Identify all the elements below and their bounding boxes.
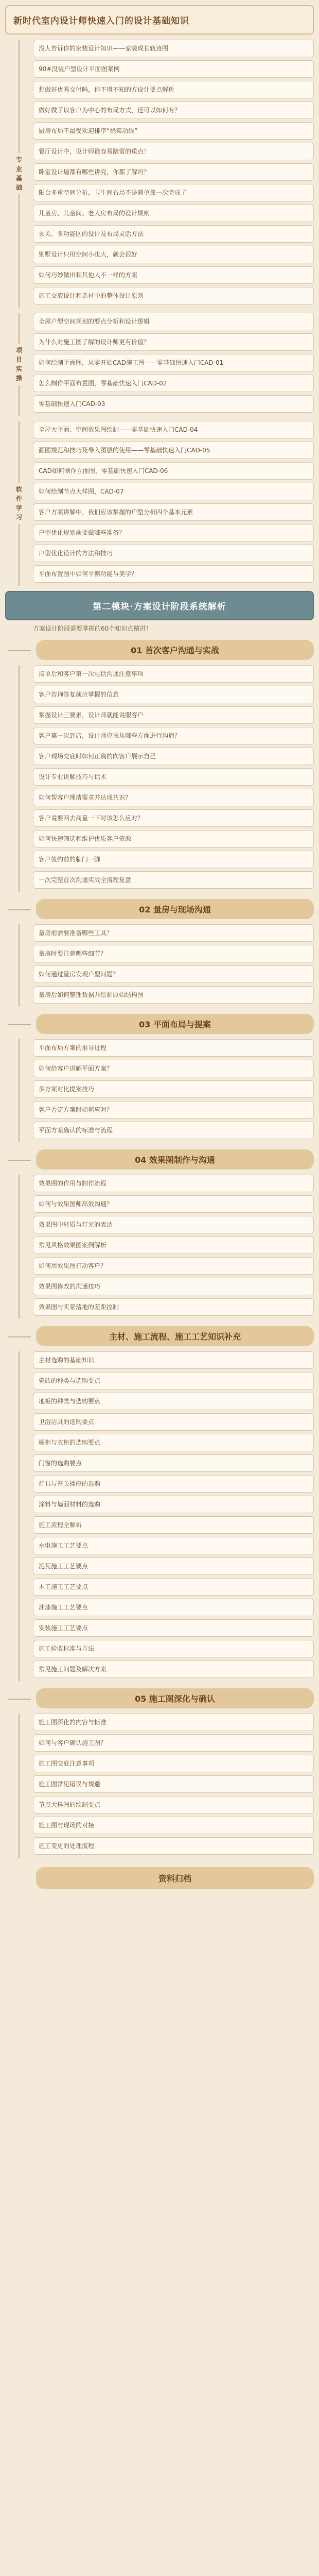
list-item[interactable]: 为什么对施工图了解的设计师更有价值？ bbox=[33, 333, 314, 351]
list-item[interactable]: 餐厅设计中，设计师最容易踏雷的重点！ bbox=[33, 143, 314, 160]
list-item[interactable]: 门窗的选购要点 bbox=[33, 1454, 314, 1472]
list-item[interactable]: 木工施工工艺要点 bbox=[33, 1578, 314, 1596]
list-item[interactable]: 效果图中材质与灯光的表达 bbox=[33, 1216, 314, 1233]
module1-title: 新时代室内设计师快速入门的设计基础知识 bbox=[5, 5, 314, 35]
section-content bbox=[33, 1175, 314, 1319]
list-item[interactable]: 户型优化设计的方法和技巧 bbox=[33, 545, 314, 562]
list-item[interactable]: 施工图深化的内容与标准 bbox=[33, 1714, 314, 1731]
list-item[interactable]: 客户现场交底时如何正确的向客户展示自己 bbox=[33, 748, 314, 765]
list-item[interactable]: 客户签约前的临门一脚 bbox=[33, 851, 314, 868]
list-item[interactable]: 全屋户型空间规划的要点分析和设计逻辑 bbox=[33, 313, 314, 330]
list-item[interactable]: 没人告诉你的家装设计知识——家装成长轨迹图 bbox=[33, 40, 314, 57]
list-item[interactable]: 效果图与实景落地的差距控制 bbox=[33, 1298, 314, 1316]
section-content bbox=[33, 1351, 314, 1681]
subsection-header: 03 平面布局与提案 bbox=[36, 1014, 314, 1034]
list-item[interactable]: 主材选购的基础知识 bbox=[33, 1351, 314, 1369]
module1-section-3 bbox=[5, 421, 314, 586]
module4-section bbox=[5, 1714, 314, 1858]
list-item[interactable]: 施工验收标准与方法 bbox=[33, 1640, 314, 1657]
list-item[interactable]: 施工图交底注意事项 bbox=[33, 1755, 314, 1772]
subsection-header: 01 首次客户沟通与实战 bbox=[36, 640, 314, 660]
list-item[interactable]: 水电施工工艺要点 bbox=[33, 1537, 314, 1554]
list-item[interactable]: 如何用效果图打动客户？ bbox=[33, 1257, 314, 1275]
footer-title: 资料归档 bbox=[36, 1867, 314, 1889]
list-item[interactable]: 油漆施工工艺要点 bbox=[33, 1599, 314, 1616]
module1-section-1 bbox=[5, 40, 314, 308]
section-content bbox=[33, 421, 314, 586]
list-item[interactable]: 一次完整首次沟通实战全流程复盘 bbox=[33, 871, 314, 889]
list-item[interactable]: 客户方案讲解中，我们应该掌握的户型分析四个基本元素 bbox=[33, 503, 314, 521]
list-item[interactable]: 瓷砖的种类与选购要点 bbox=[33, 1372, 314, 1389]
list-item[interactable]: 量房时要注意哪些细节？ bbox=[33, 945, 314, 962]
section-content bbox=[33, 313, 314, 416]
list-item[interactable]: 泥瓦施工工艺要点 bbox=[33, 1557, 314, 1575]
list-item[interactable]: 接单后和客户第一次电话沟通注意事项 bbox=[33, 665, 314, 683]
list-item[interactable]: 效果图的作用与制作流程 bbox=[33, 1175, 314, 1192]
list-item[interactable]: 多方案对比提案技巧 bbox=[33, 1080, 314, 1098]
section-content bbox=[33, 665, 314, 892]
list-item[interactable]: 怎么制作平面布置图，零基础快速入门CAD-02 bbox=[33, 375, 314, 392]
list-item[interactable]: 节点大样图的绘制要点 bbox=[33, 1796, 314, 1814]
subsection bbox=[5, 1175, 314, 1319]
list-item[interactable]: 如何绘制平面图，从零开始CAD施工图——零基础快速入门CAD-01 bbox=[33, 354, 314, 371]
subsection bbox=[5, 924, 314, 1007]
list-item[interactable]: 平面布局方案的推导过程 bbox=[33, 1039, 314, 1057]
list-item[interactable]: 如何帮客户理清需求并达成共识？ bbox=[33, 789, 314, 806]
list-item[interactable]: 灯具与开关插座的选购 bbox=[33, 1475, 314, 1493]
list-item[interactable]: 如何绘制节点大样图，CAD-07 bbox=[33, 483, 314, 500]
list-item[interactable]: 玄关、多功能区的设计及布局灵活方法 bbox=[33, 225, 314, 243]
list-item[interactable]: 量房前需要准备哪些工具？ bbox=[33, 924, 314, 942]
list-item[interactable]: 常见施工问题及解决方案 bbox=[33, 1660, 314, 1678]
list-item[interactable]: 别墅设计只用空间小也大，就会很好 bbox=[33, 246, 314, 263]
list-item[interactable]: 设计专业讲解技巧与话术 bbox=[33, 768, 314, 786]
module1-section-2 bbox=[5, 313, 314, 416]
list-item[interactable]: 90#没装户型设计平面图案例 bbox=[33, 60, 314, 78]
list-item[interactable]: 如何与客户确认施工图？ bbox=[33, 1734, 314, 1752]
list-item[interactable]: 全屋大平面、空间效果图绘制——零基础快速入门CAD-04 bbox=[33, 421, 314, 438]
module3-section bbox=[5, 1351, 314, 1681]
list-item[interactable]: 客户说要回去商量一下时该怎么应对？ bbox=[33, 809, 314, 827]
section-content bbox=[33, 924, 314, 1007]
rail-label: 专业基础 bbox=[13, 153, 25, 194]
subsection bbox=[5, 1039, 314, 1142]
list-item[interactable]: 橱柜与衣柜的选购要点 bbox=[33, 1434, 314, 1451]
list-item[interactable]: 施工图与现场的对接 bbox=[33, 1817, 314, 1834]
list-item[interactable]: 客户咨询答复前应掌握的信息 bbox=[33, 686, 314, 703]
section-content bbox=[33, 40, 314, 308]
subsection bbox=[5, 665, 314, 892]
rail-label: 软件学习 bbox=[13, 483, 25, 524]
list-item[interactable]: 厨房布局不最受欢迎排序“烧菜动线” bbox=[33, 122, 314, 140]
list-item[interactable]: 常见风格效果图案例解析 bbox=[33, 1236, 314, 1254]
module2-intro: 方案设计阶段需要掌握的60个知识点精讲！ bbox=[33, 625, 152, 632]
list-item[interactable]: 如何巧妙做出和其他人不一样的方案 bbox=[33, 266, 314, 284]
list-item[interactable]: 量房后如何整理数据并绘制原始结构图 bbox=[33, 986, 314, 1004]
list-item[interactable]: 画图规范和技巧及导入图层的使用——零基础快速入门CAD-05 bbox=[33, 442, 314, 459]
list-item[interactable]: 效果图修改的沟通技巧 bbox=[33, 1278, 314, 1295]
list-item[interactable]: 卧室设计墙都有哪些讲究，你都了解吗？ bbox=[33, 163, 314, 181]
list-item[interactable]: 户型优化规划前要做哪些准备？ bbox=[33, 524, 314, 541]
list-item[interactable]: 施工交底设计和选材中的整体设计原则 bbox=[33, 287, 314, 304]
module2-subsections bbox=[0, 640, 319, 1319]
list-item[interactable]: 如何通过量房发现户型问题？ bbox=[33, 965, 314, 983]
list-item[interactable]: 客户否定方案时如何应对？ bbox=[33, 1101, 314, 1118]
list-item[interactable]: 如何与效果图师高效沟通？ bbox=[33, 1195, 314, 1213]
module4-title: 05 施工图深化与确认 bbox=[36, 1688, 314, 1708]
section-content bbox=[33, 1039, 314, 1142]
module2-title: 第二模块·方案设计阶段系统解析 bbox=[5, 591, 314, 620]
list-item[interactable]: 平面方案确认的标准与流程 bbox=[33, 1122, 314, 1139]
list-item[interactable]: 零基础快速入门CAD-03 bbox=[33, 395, 314, 413]
list-item[interactable]: 想做好优秀交付吗，你不得不知的方设计要点解析 bbox=[33, 81, 314, 98]
section-content bbox=[33, 1714, 314, 1858]
list-item[interactable]: 平面布置图中如何平衡功能与美学？ bbox=[33, 565, 314, 583]
rail-label: 项目实操 bbox=[13, 344, 25, 385]
list-item[interactable]: 施工变更的处理流程 bbox=[33, 1837, 314, 1855]
list-item[interactable]: 如何快速筛选和维护优质客户资源 bbox=[33, 830, 314, 848]
list-item[interactable]: 阳台多重空间分析，卫生间布局不是简单靠一次完成了 bbox=[33, 184, 314, 201]
module3-title: 主材、施工流程、施工工艺知识补充 bbox=[36, 1326, 314, 1346]
list-item[interactable]: 如何给客户讲解平面方案？ bbox=[33, 1060, 314, 1077]
subsection-header: 02 量房与现场沟通 bbox=[36, 899, 314, 919]
list-item[interactable]: 客户第一次到店，设计师应该从哪些方面进行沟通？ bbox=[33, 727, 314, 744]
list-item[interactable]: 涂料与墙面材料的选购 bbox=[33, 1496, 314, 1513]
list-item[interactable]: 施工流程全解析 bbox=[33, 1516, 314, 1534]
list-item[interactable]: 儿童房、儿童间、老人房布局的设计规则 bbox=[33, 205, 314, 222]
list-item[interactable]: 施工图常见错误与规避 bbox=[33, 1775, 314, 1793]
list-item[interactable]: 做好做了以客户为中心的布局方式，还可以如何有？ bbox=[33, 101, 314, 119]
list-item[interactable]: 地板的种类与选购要点 bbox=[33, 1393, 314, 1410]
list-item[interactable]: 安装施工工艺要点 bbox=[33, 1619, 314, 1637]
list-item[interactable]: 掌握设计三要素，设计师就能说服客户 bbox=[33, 706, 314, 724]
list-item[interactable]: 卫浴洁具的选购要点 bbox=[33, 1413, 314, 1431]
subsection-header: 04 效果图制作与沟通 bbox=[36, 1149, 314, 1170]
list-item[interactable]: CAD如何制作立面图，零基础快速入门CAD-06 bbox=[33, 462, 314, 480]
